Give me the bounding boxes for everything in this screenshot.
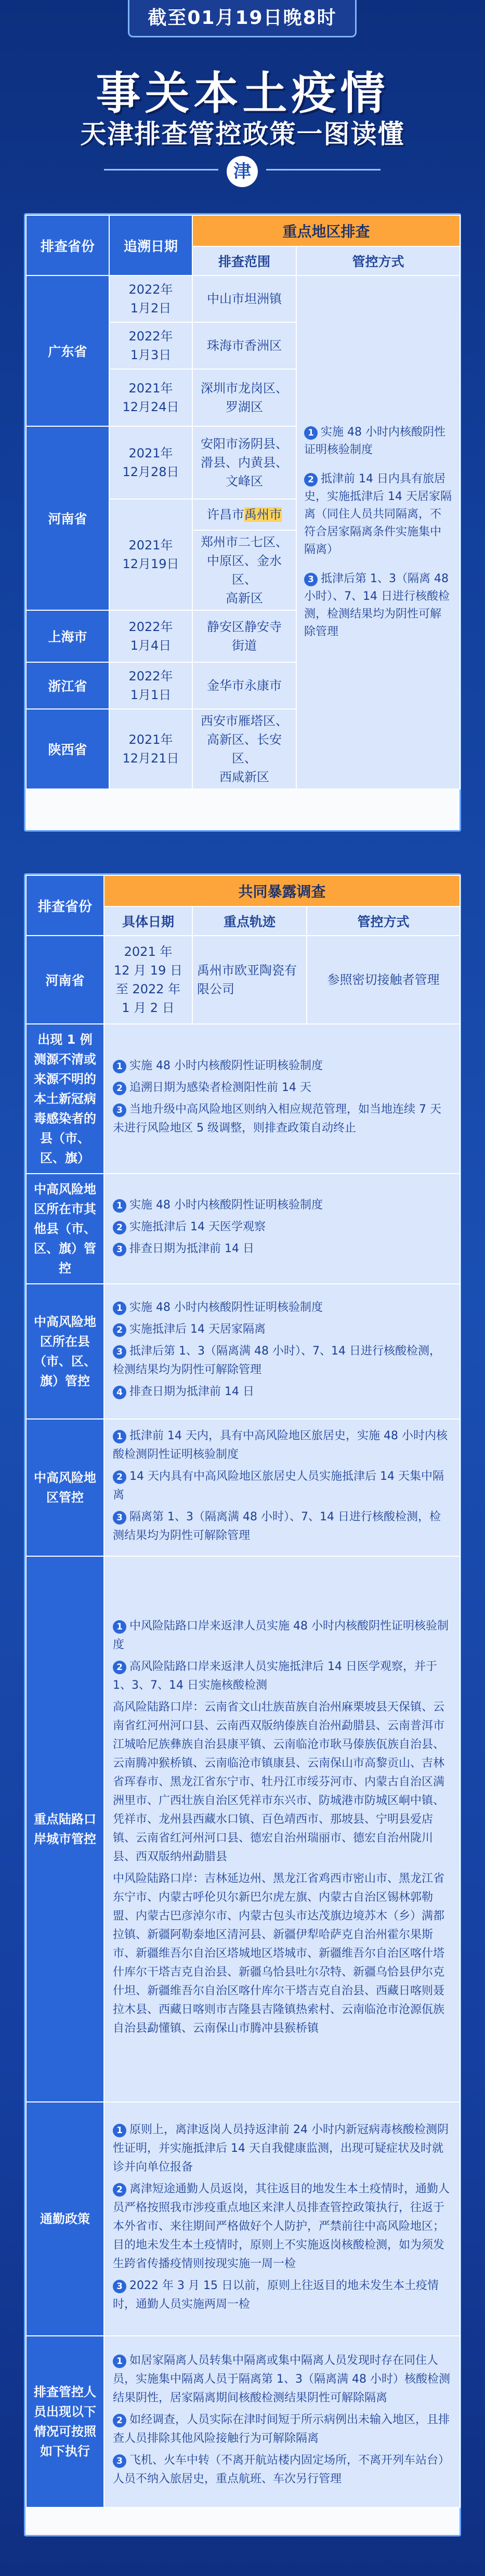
exposure-table-card — [24, 873, 461, 2536]
bullet-3-icon: 3 — [113, 1345, 126, 1359]
divider-line-left — [104, 169, 218, 170]
province-henan: 河南省 — [26, 426, 109, 610]
bullet-1-icon: 1 — [113, 1620, 126, 1634]
section-content — [104, 2336, 460, 2507]
bullet-1-icon: 1 — [113, 2124, 126, 2137]
area: 深圳市龙岗区、 罗湖区 — [192, 369, 296, 426]
section-item: 抵津前 14 天内，具有中高风险地区旅居史，实施 48 小时内核酸检测阴性证明核验制度 — [113, 1429, 448, 1461]
bullet-2-icon: 2 — [113, 2183, 126, 2197]
bullet-1-icon: 1 — [113, 1302, 126, 1315]
method-3: 抵津后第 1、3（隔离 48 小时）、7、14 日进行核酸检测，检测结果均为阴性可解除管理 — [304, 572, 450, 638]
section-item: 中风险陆路口岸来返津人员实施 48 小时内核酸阴性证明核验制度 — [113, 1620, 449, 1651]
trace-date: 2022年 1月3日 — [109, 322, 192, 369]
bullet-1-icon: 1 — [113, 1199, 126, 1213]
province-zhejiang: 浙江省 — [26, 662, 109, 709]
bullet-3-icon: 3 — [113, 1103, 126, 1117]
section-label: 通勤政策 — [26, 2102, 104, 2336]
col-track: 重点轨迹 — [192, 906, 307, 936]
area: 金华市永康市 — [192, 662, 296, 709]
section-item: 追溯日期为感染者检测阳性前 14 天 — [129, 1081, 311, 1094]
area: 静安区静安寺 街道 — [192, 610, 296, 662]
section-item: 实施抵津后 14 天居家隔离 — [129, 1323, 266, 1336]
header — [0, 0, 485, 203]
section-item: 实施抵津后 14 天医学观察 — [129, 1220, 266, 1233]
bullet-2-icon: 2 — [113, 1082, 126, 1095]
area — [192, 499, 296, 530]
bullet-2-icon: 2 — [113, 1661, 126, 1674]
bullet-3-icon: 3 — [113, 1511, 126, 1524]
page-subtitle: 天津排查管控政策一图读懂 — [80, 119, 405, 149]
bullet-1-icon: 1 — [113, 1060, 126, 1073]
section-label: 中高风险地区管控 — [26, 1419, 104, 1556]
page-title: 事关本土疫情 — [96, 68, 389, 120]
col-province: 排查省份 — [26, 215, 109, 275]
control-method — [296, 275, 460, 789]
area-prefix: 许昌市 — [207, 507, 244, 522]
col-area: 排查范围 — [192, 246, 296, 275]
tianjin-logo-icon: 津 — [227, 156, 258, 187]
section-item: 抵津后第 1、3（隔离满 48 小时）、7、14 日进行核酸检测，检测结果均为阴性可解除管理 — [113, 1345, 441, 1376]
section-item: 排查日期为抵津前 14 日 — [129, 1385, 254, 1398]
section-content — [104, 1556, 460, 2102]
trace-date: 2022年 1月1日 — [109, 662, 192, 709]
province-shaanxi: 陕西省 — [26, 709, 109, 789]
method-1: 实施 48 小时内核酸阴性证明核验制度 — [304, 426, 445, 456]
section-item: 隔离第 1、3（隔离满 48 小时）、7、14 日进行核酸检测，检测结果均为阴性可解除管理 — [113, 1510, 441, 1542]
col-method: 管控方式 — [296, 246, 460, 275]
bullet-1-icon: 1 — [113, 2355, 126, 2368]
method-2: 抵津前 14 日内具有旅居史，实施抵津后 14 天居家隔离（同住人员共同隔离，不符合居家隔离条件实施集中隔离） — [304, 472, 452, 556]
section-label: 重点陆路口岸城市管控 — [26, 1556, 104, 2102]
trace-date: 2021年 12月24日 — [109, 369, 192, 426]
exposure-date: 2021 年 12 月 19 日 至 2022 年 1 月 2 日 — [104, 936, 192, 1024]
section-content — [104, 1284, 460, 1419]
section-item: 离津短途通勤人员返岗，其往返目的地发生本土疫情时，通勤人员严格按照我市涉疫重点地区来津人员排查管控政策执行，往返于本外省市、来往期间严格做好个人防护，严禁前往中高风险地区；目的地未发生本土疫情时，原则上不实施返岗核酸检测，如为须发生跨省传播疫情则按现实施一周一检 — [113, 2183, 450, 2270]
exposure-table — [25, 875, 461, 2508]
group-header-exposure: 共同暴露调查 — [104, 875, 460, 906]
province-guangdong: 广东省 — [26, 275, 109, 426]
section-label: 出现 1 例测源不清或来源不明的本土新冠病毒感染者的县（市、区、旗） — [26, 1024, 104, 1174]
section-item: 中风险陆路口岸：吉林延边州、黑龙江省鸡西市密山市、黑龙江省东宁市、内蒙古呼伦贝尔新巴尔虎左旗、内蒙古自治区锡林郭勒盟、内蒙古巴彦淖尔市、内蒙古包头市达茂旗边境苏木（乡）满都拉镇、新疆阿勒泰地区清河县、新疆伊犁哈萨克自治州霍尔果斯市、新疆维吾尔自治区塔城地区塔城市、新疆维吾尔自治区喀什塔什库尔干塔吉克自治县、新疆乌恰县吐尔尕特、新疆乌恰县伊尔克什坦、新疆维吾尔自治区喀什库尔干塔吉克自治县、西藏日喀则聂拉木县、西藏日喀则市吉隆县吉隆镇热索村、云南临沧市沧源佤族自治县勐懂镇、云南保山市腾冲县猴桥镇 — [113, 1872, 445, 2035]
area-highlight: 禹州市 — [244, 507, 282, 522]
section-item: 高风险陆路口岸来返津人员实施抵津后 14 日医学观察，并于 1、3、7、14 日实施核酸检测 — [113, 1660, 437, 1692]
col-province: 排查省份 — [26, 875, 104, 936]
section-content — [104, 1174, 460, 1284]
exposure-track: 禹州市欧亚陶瓷有限公司 — [192, 936, 307, 1024]
section-item: 2022 年 3 月 15 日以前，原则上往返目的地未发生本土疫情时，通勤人员实施两周一检 — [113, 2279, 439, 2311]
col-method: 管控方式 — [307, 906, 460, 936]
section-item: 如经调查，人员实际在津时间短于所示病例出未输入地区，且排查人员排除其他风险接触行为可解除隔离 — [113, 2413, 450, 2445]
bullet-1-icon: 1 — [304, 426, 318, 440]
bullet-4-icon: 4 — [113, 1386, 126, 1399]
bullet-2-icon: 2 — [113, 1323, 126, 1337]
section-label: 排查管控人员出现以下情况可按照如下执行 — [26, 2336, 104, 2507]
section-item: 实施 48 小时内核酸阴性证明核验制度 — [129, 1301, 323, 1314]
area: 郑州市二七区、 中原区、金水区、 高新区 — [192, 530, 296, 610]
section-content — [104, 2102, 460, 2336]
key-region-table-card — [24, 213, 461, 832]
section-item: 如居家隔离人员转集中隔离或集中隔离人员发现时存在同住人员，实施集中隔离人员于隔离第 1、3（隔离满 48 小时）核酸检测结果阴性，居家隔离期间核酸检测结果阴性可解除隔离 — [113, 2354, 450, 2404]
col-date: 具体日期 — [104, 906, 192, 936]
area: 西安市雁塔区、 高新区、长安区、 西咸新区 — [192, 709, 296, 789]
area: 珠海市香洲区 — [192, 322, 296, 369]
divider-line-right — [266, 169, 381, 170]
section-item: 高风险陆路口岸：云南省文山壮族苗族自治州麻栗坡县天保镇、云南省红河州河口县、云南西双版纳傣族自治州勐腊县、云南普洱市江城哈尼族彝族自治县康平镇、云南临沧市耿马傣族佤族自治县、云南腾冲猴桥镇、云南临沧市镇康县、云南保山市高黎贡山、吉林省珲春市、黑龙江省东宁市、牡丹江市绥芬河市、内蒙古自治区满洲里市、广西壮族自治区凭祥市东兴市、防城港市防城区峒中镇、凭祥市、龙州县西藏水口镇、百色靖西市、那坡县、宁明县爱店镇、云南省红河州河口县、德宏自治州瑞丽市、德宏自治州陇川县、西双版纳州勐腊县 — [113, 1701, 445, 1863]
bullet-2-icon: 2 — [113, 1470, 126, 1484]
col-trace-date: 追溯日期 — [109, 215, 192, 275]
area: 安阳市汤阴县、 滑县、内黄县、 文峰区 — [192, 426, 296, 499]
bullet-2-icon: 2 — [113, 2414, 126, 2427]
section-label: 中高风险地区所在市其他县（市、区、旗）管控 — [26, 1174, 104, 1284]
area: 中山市坦洲镇 — [192, 275, 296, 322]
section-content — [104, 1024, 460, 1174]
key-region-table — [25, 215, 461, 790]
section-item: 排查日期为抵津前 14 日 — [129, 1242, 254, 1255]
province-shanghai: 上海市 — [26, 610, 109, 662]
bullet-3-icon: 3 — [113, 1243, 126, 1256]
bullet-3-icon: 3 — [113, 2280, 126, 2293]
group-header-key-region: 重点地区排查 — [192, 215, 460, 246]
trace-date: 2022年 1月4日 — [109, 610, 192, 662]
date-banner: 截至01月19日晚8时 — [128, 0, 357, 37]
section-item: 原则上，离津返岗人员持返津前 24 小时内新冠病毒核酸检测阴性证明，并实施抵津后 14 天自我健康监测，出现可疑症状及时就诊并向单位报备 — [113, 2123, 449, 2174]
bullet-3-icon: 3 — [304, 573, 318, 586]
section-label: 中高风险地区所在县（市、区、旗）管控 — [26, 1284, 104, 1419]
trace-date: 2022年 1月2日 — [109, 275, 192, 322]
section-item: 实施 48 小时内核酸阴性证明核验制度 — [129, 1199, 323, 1212]
logo-divider — [0, 156, 485, 182]
bullet-2-icon: 2 — [113, 1221, 126, 1234]
trace-date: 2021年 12月21日 — [109, 709, 192, 789]
trace-date: 2021年 12月28日 — [109, 426, 192, 499]
bullet-2-icon: 2 — [304, 473, 318, 487]
section-item: 飞机、火车中转（不离开航站楼内固定场所，不离开列车站台）人员不纳入旅居史，重点航班、车次另行管理 — [113, 2454, 450, 2486]
exposure-method: 参照密切接触者管理 — [307, 936, 460, 1024]
bullet-3-icon: 3 — [113, 2454, 126, 2468]
bullet-1-icon: 1 — [113, 1430, 126, 1443]
province-henan: 河南省 — [26, 936, 104, 1024]
section-item: 实施 48 小时内核酸阴性证明核验制度 — [129, 1059, 323, 1072]
section-item: 当地升级中高风险地区则纳入相应规范管理，如当地连续 7 天未进行风险地区 5 级调整，则排查政策自动终止 — [113, 1103, 441, 1135]
section-content — [104, 1419, 460, 1556]
trace-date: 2021年 12月19日 — [109, 499, 192, 610]
section-item: 14 天内具有中高风险地区旅居史人员实施抵津后 14 天集中隔离 — [113, 1470, 444, 1502]
